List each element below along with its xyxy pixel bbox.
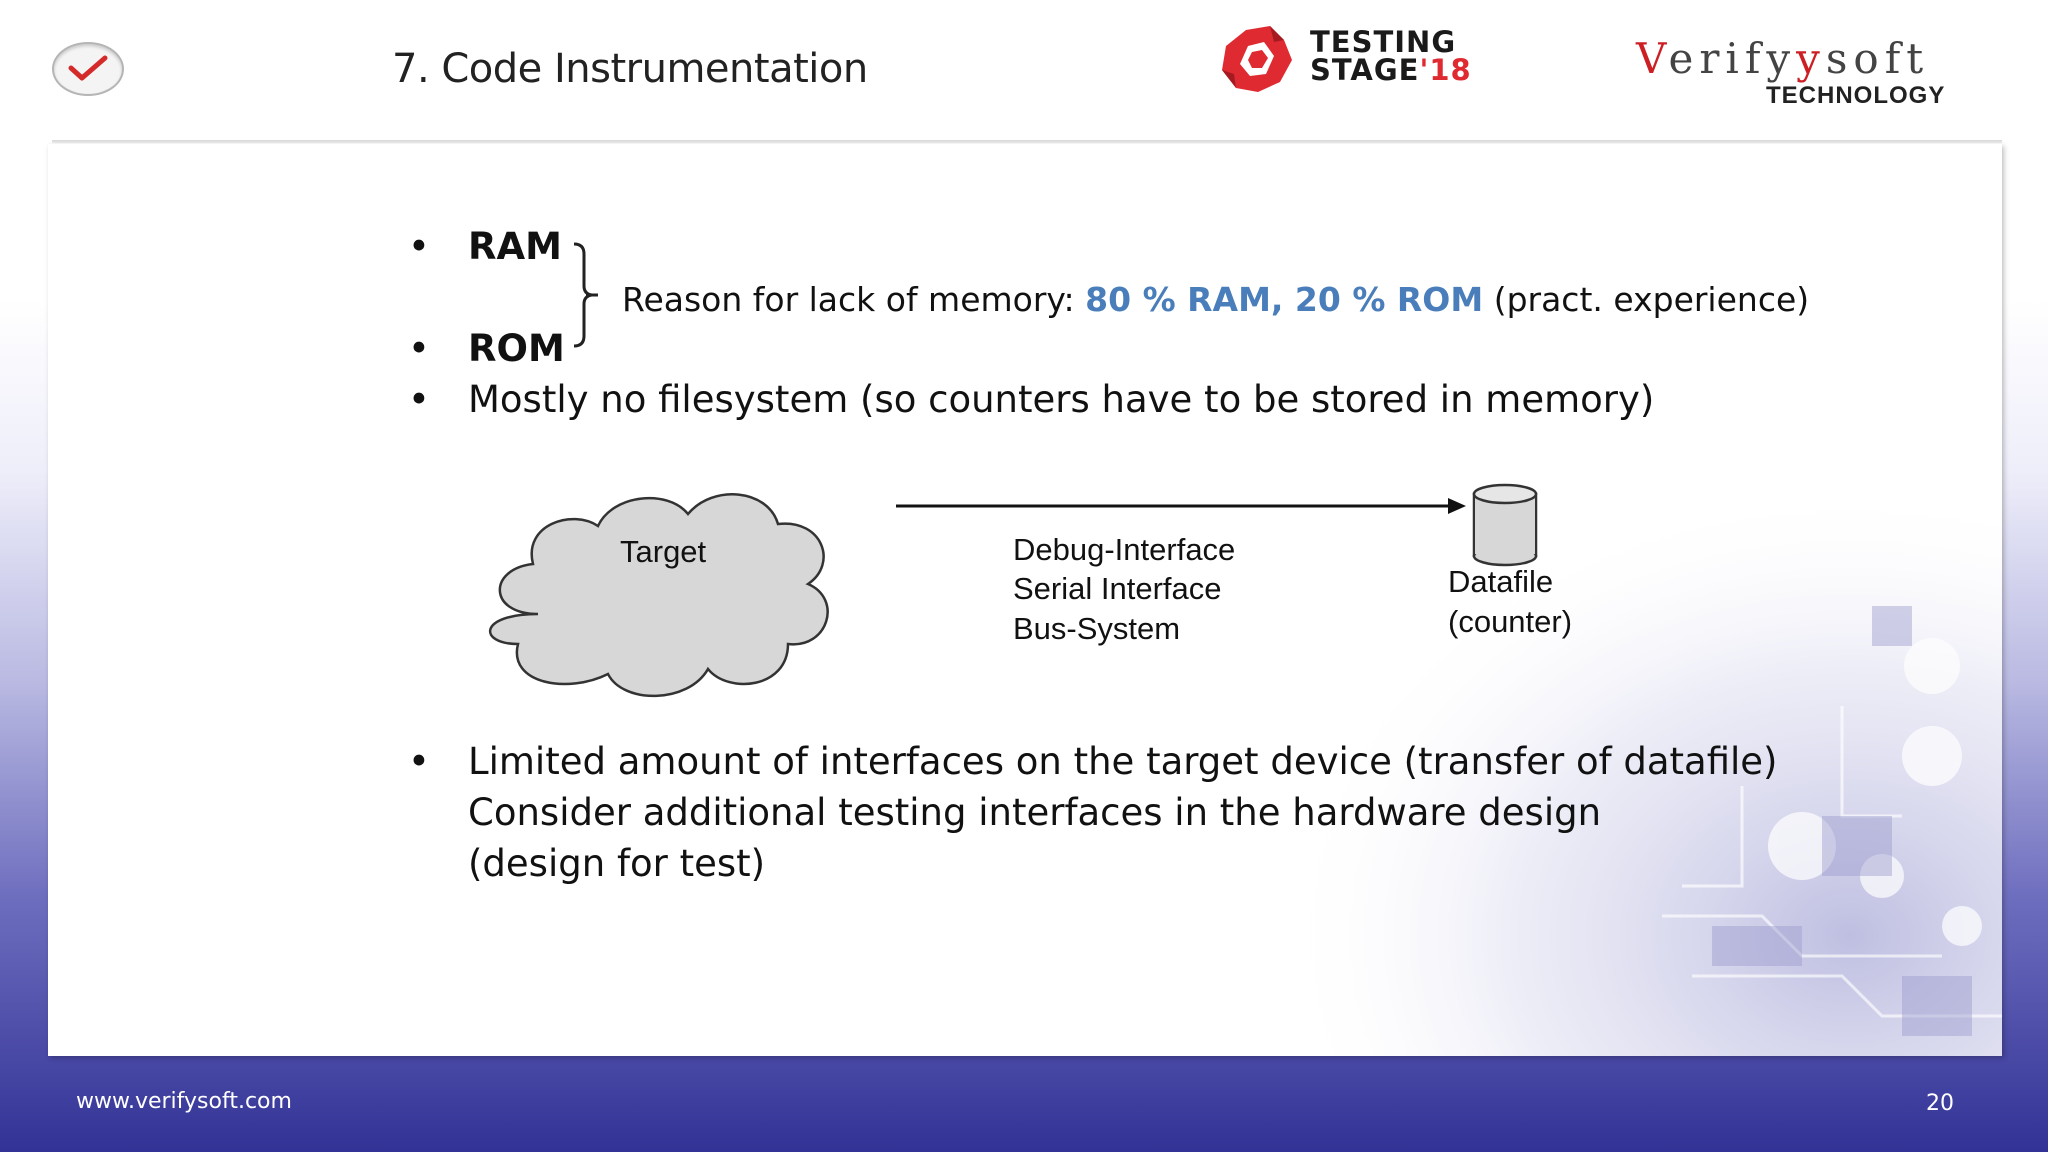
verifysoft-logo-v: V bbox=[1636, 34, 1669, 83]
database-cylinder-icon bbox=[1474, 485, 1536, 565]
testing-logo-line2: STAGE bbox=[1310, 53, 1420, 87]
verifysoft-logo-soft: soft bbox=[1825, 34, 1930, 83]
limited-line-2: Consider additional testing interfaces in the hardware design bbox=[468, 791, 1602, 834]
testing-logo-line1: TESTING bbox=[1310, 25, 1457, 59]
testing-stage-logo bbox=[1218, 26, 1488, 96]
header-divider bbox=[52, 140, 2002, 143]
datafile-label: Datafile bbox=[1448, 564, 1554, 599]
reason-highlight: 80 % RAM, 20 % ROM bbox=[1085, 280, 1484, 319]
interface-label-serial: Serial Interface bbox=[1013, 571, 1222, 606]
bullet-marker: • bbox=[408, 327, 430, 370]
bullet-marker: • bbox=[408, 378, 430, 421]
bullet-ram-text: RAM bbox=[468, 225, 562, 268]
content-panel bbox=[48, 144, 2002, 1056]
limited-line-3: (design for test) bbox=[468, 842, 766, 885]
checkmark-logo-icon bbox=[52, 42, 124, 96]
verifysoft-logo-y: y bbox=[1796, 34, 1826, 83]
slide-content bbox=[48, 144, 2002, 1056]
bullet-filesystem-text: Mostly no filesystem (so counters have to be stored in memory) bbox=[468, 378, 1655, 421]
limited-line-1: Limited amount of interfaces on the target device (transfer of datafile) bbox=[468, 740, 1778, 783]
interface-label-bus: Bus-System bbox=[1013, 611, 1181, 646]
verifysoft-logo bbox=[1636, 26, 1988, 110]
bullet-marker: • bbox=[408, 740, 430, 783]
verifysoft-wordmark bbox=[1636, 34, 1929, 83]
memory-reason-text bbox=[622, 280, 1809, 319]
slide-title: 7. Code Instrumentation bbox=[392, 46, 868, 92]
arrow-head-icon bbox=[1448, 498, 1466, 514]
right-brace-icon bbox=[566, 240, 606, 350]
datafile-counter-label: (counter) bbox=[1448, 604, 1573, 639]
testing-logo-year: '18 bbox=[1419, 53, 1472, 87]
target-cloud-shape bbox=[490, 494, 827, 696]
target-label: Target bbox=[620, 534, 707, 569]
slide-header bbox=[0, 0, 2048, 142]
verifysoft-logo-subtitle: TECHNOLOGY bbox=[1766, 82, 1946, 109]
verifysoft-logo-erify: erify bbox=[1668, 34, 1797, 83]
bullet-marker: • bbox=[408, 225, 430, 268]
reason-prefix: Reason for lack of memory: bbox=[622, 280, 1086, 319]
testing-stage-wordmark bbox=[1310, 25, 1472, 87]
footer-website: www.verifysoft.com bbox=[76, 1089, 292, 1114]
bullet-rom-text: ROM bbox=[468, 327, 565, 370]
reason-suffix: (pract. experience) bbox=[1483, 280, 1810, 319]
transfer-diagram bbox=[448, 464, 1598, 724]
testing-stage-emblem-icon bbox=[1218, 26, 1298, 96]
interface-label-debug: Debug-Interface bbox=[1013, 532, 1236, 567]
page-number: 20 bbox=[1926, 1091, 1954, 1116]
